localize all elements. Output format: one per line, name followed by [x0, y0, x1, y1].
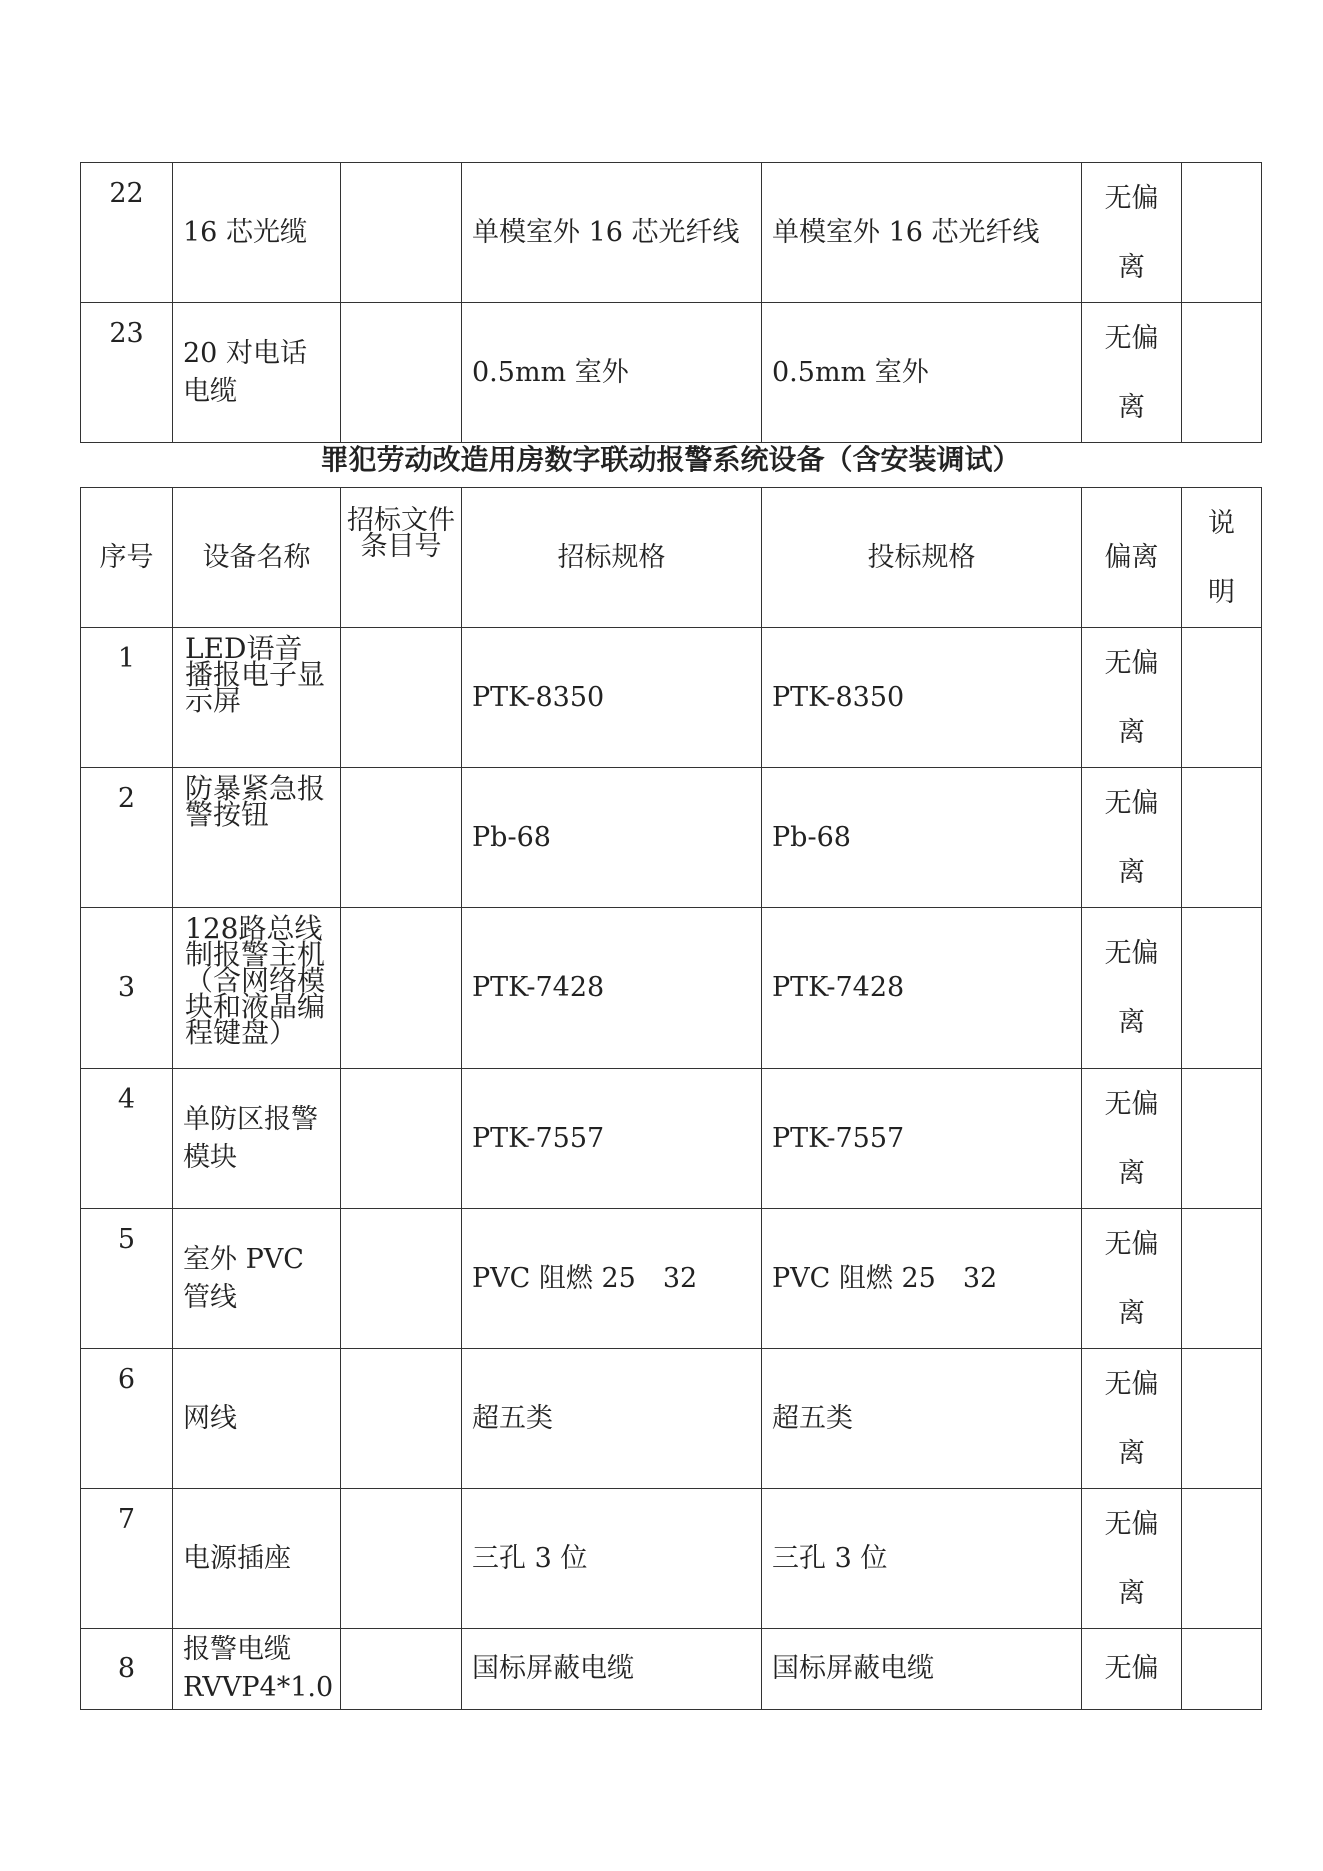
continued-spec-table [80, 162, 1262, 443]
row-number: 23 [81, 303, 173, 443]
deviation: 无偏 [1082, 1629, 1182, 1710]
tender-spec: Pb-68 [462, 768, 762, 908]
note [1182, 908, 1262, 1069]
row-number: 22 [81, 163, 173, 303]
deviation: 无偏 离 [1082, 303, 1182, 443]
equipment-name: 128路总线制报警主机（含网络模块和液晶编程键盘） [173, 908, 341, 1069]
row-number: 8 [81, 1629, 173, 1710]
note [1182, 1629, 1262, 1710]
tender-spec: 超五类 [462, 1349, 762, 1489]
deviation: 无偏 离 [1082, 163, 1182, 303]
equipment-name: 16 芯光缆 [173, 163, 341, 303]
header-note: 说 明 [1182, 488, 1262, 628]
table-row [81, 1629, 1262, 1710]
equipment-name: 单防区报警模块 [173, 1069, 341, 1209]
note [1182, 163, 1262, 303]
tender-ref [341, 163, 462, 303]
deviation: 无偏 离 [1082, 1069, 1182, 1209]
tender-spec: PTK-7557 [462, 1069, 762, 1209]
tender-spec: 0.5mm 室外 [462, 303, 762, 443]
tender-spec: PTK-7428 [462, 908, 762, 1069]
equipment-name: 防暴紧急报警按钮 [173, 768, 341, 908]
header-spec: 招标规格 [462, 488, 762, 628]
tender-ref [341, 1629, 462, 1710]
bid-spec: 国标屏蔽电缆 [762, 1629, 1082, 1710]
deviation: 无偏 离 [1082, 768, 1182, 908]
header-bid: 投标规格 [762, 488, 1082, 628]
note [1182, 768, 1262, 908]
row-number: 3 [81, 908, 173, 1069]
section-title: 罪犯劳动改造用房数字联动报警系统设备（含安装调试） [320, 443, 1021, 476]
row-number: 5 [81, 1209, 173, 1349]
bid-spec: PVC 阻燃 25 32 [762, 1209, 1082, 1349]
bid-spec: 单模室外 16 芯光纤线 [762, 163, 1082, 303]
header-ref: 招标文件条目号 [341, 488, 462, 628]
header-row [81, 488, 1262, 628]
note [1182, 1209, 1262, 1349]
bid-spec: PTK-7428 [762, 908, 1082, 1069]
table-row [81, 1489, 1262, 1629]
tender-ref [341, 1349, 462, 1489]
table-row [81, 303, 1262, 443]
tender-spec: PTK-8350 [462, 628, 762, 768]
equipment-name: 电源插座 [173, 1489, 341, 1629]
tender-ref [341, 303, 462, 443]
deviation: 无偏 离 [1082, 1349, 1182, 1489]
tender-spec: 国标屏蔽电缆 [462, 1629, 762, 1710]
table-row [81, 1069, 1262, 1209]
tender-ref [341, 628, 462, 768]
table-row [81, 628, 1262, 768]
tender-ref [341, 908, 462, 1069]
row-number: 7 [81, 1489, 173, 1629]
tender-ref [341, 768, 462, 908]
tender-spec: PVC 阻燃 25 32 [462, 1209, 762, 1349]
table-row [81, 1349, 1262, 1489]
tender-ref [341, 1209, 462, 1349]
equipment-name: 室外 PVC 管线 [173, 1209, 341, 1349]
equipment-name: LED语音播报电子显示屏 [173, 628, 341, 768]
equipment-name: 网线 [173, 1349, 341, 1489]
equipment-name: 20 对电话电缆 [173, 303, 341, 443]
note [1182, 1069, 1262, 1209]
header-name: 设备名称 [173, 488, 341, 628]
table-row [81, 908, 1262, 1069]
tender-spec: 单模室外 16 芯光纤线 [462, 163, 762, 303]
bid-spec: Pb-68 [762, 768, 1082, 908]
header-no: 序号 [81, 488, 173, 628]
bid-spec: 0.5mm 室外 [762, 303, 1082, 443]
equipment-name: 报警电缆 RVVP4*1.0 [173, 1629, 341, 1710]
tender-spec: 三孔 3 位 [462, 1489, 762, 1629]
table-row [81, 768, 1262, 908]
bid-spec: 超五类 [762, 1349, 1082, 1489]
row-number: 2 [81, 768, 173, 908]
deviation: 无偏 离 [1082, 628, 1182, 768]
tender-ref [341, 1069, 462, 1209]
row-number: 1 [81, 628, 173, 768]
note [1182, 303, 1262, 443]
deviation: 无偏 离 [1082, 1489, 1182, 1629]
alarm-equipment-table [80, 487, 1262, 1710]
row-number: 6 [81, 1349, 173, 1489]
bid-spec: PTK-7557 [762, 1069, 1082, 1209]
row-number: 4 [81, 1069, 173, 1209]
table-row [81, 1209, 1262, 1349]
note [1182, 1349, 1262, 1489]
note [1182, 1489, 1262, 1629]
table-row [81, 163, 1262, 303]
bid-spec: 三孔 3 位 [762, 1489, 1082, 1629]
note [1182, 628, 1262, 768]
deviation: 无偏 离 [1082, 1209, 1182, 1349]
tender-ref [341, 1489, 462, 1629]
deviation: 无偏 离 [1082, 908, 1182, 1069]
header-deviation: 偏离 [1082, 488, 1182, 628]
bid-spec: PTK-8350 [762, 628, 1082, 768]
